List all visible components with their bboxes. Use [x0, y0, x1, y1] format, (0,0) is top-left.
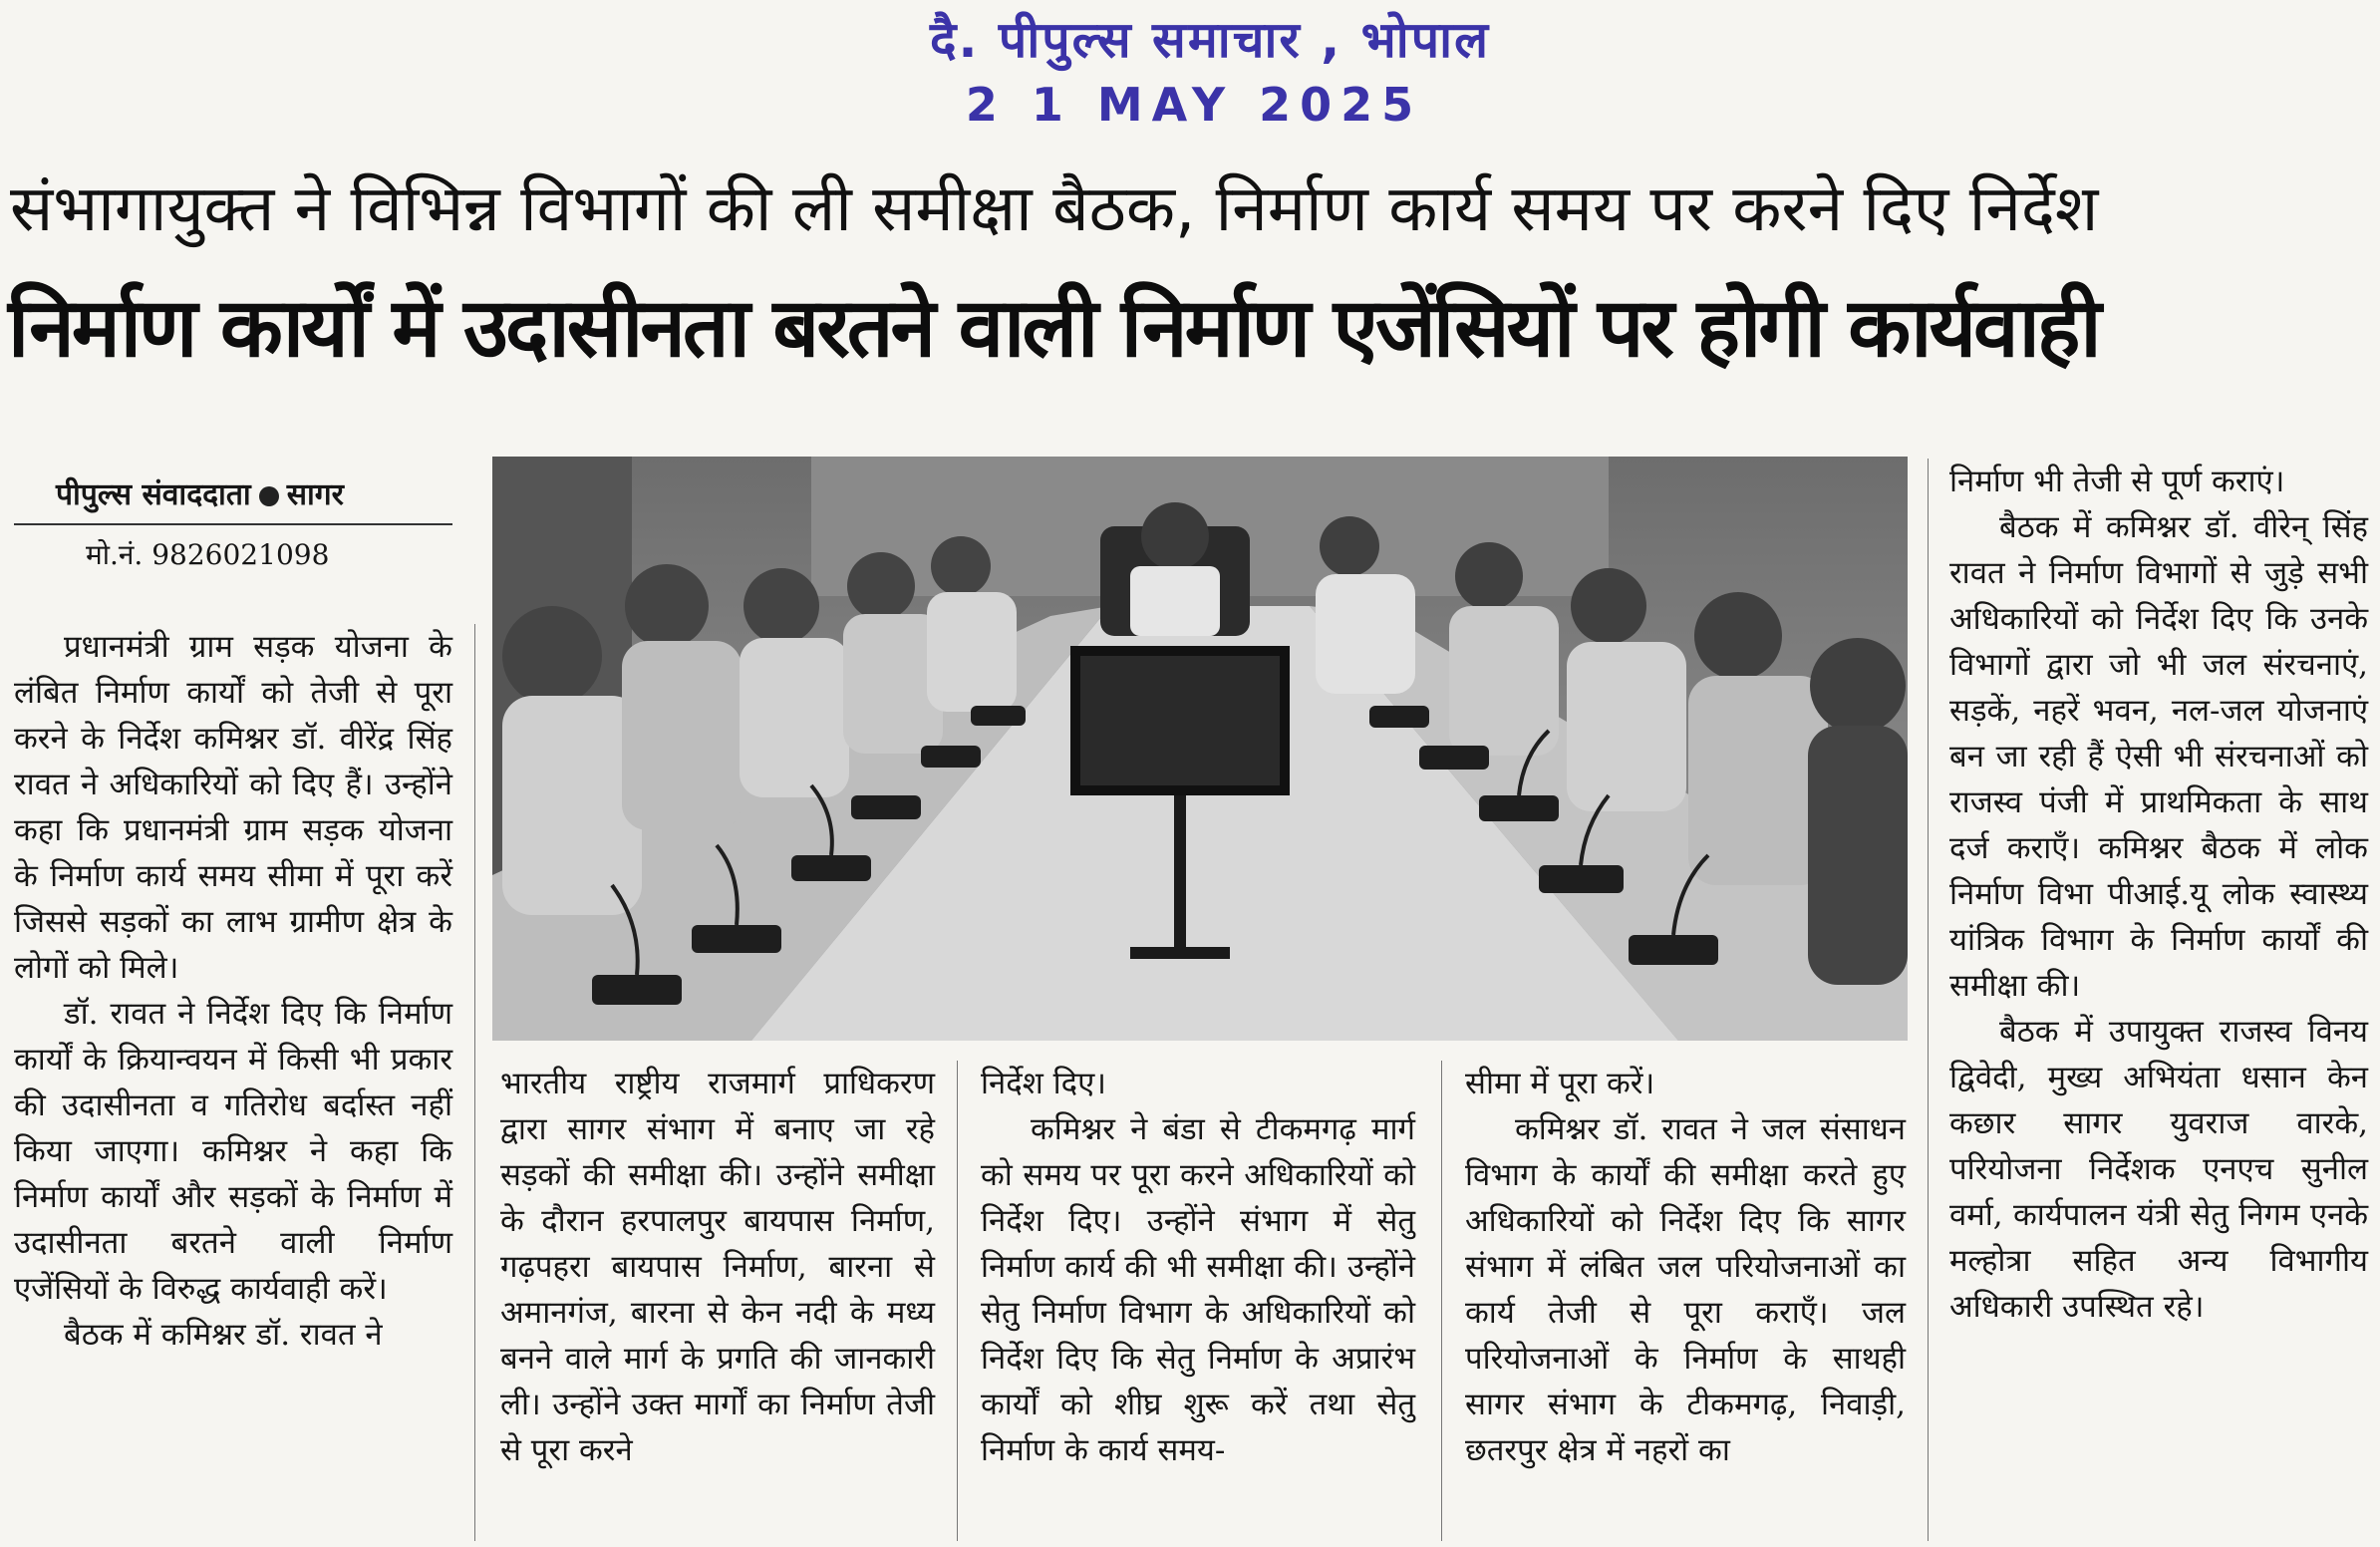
column-divider	[474, 624, 475, 1541]
article-column-2	[500, 1061, 935, 1473]
byline	[14, 472, 452, 573]
column-divider	[1928, 459, 1929, 1541]
meeting-photo-image	[492, 457, 1908, 1041]
paragraph: भारतीय राष्ट्रीय राजमार्ग प्राधिकरण द्वारा सागर संभाग में बनाए जा रहे सड़कों की समीक्षा की। उन्होंने समीक्षा के दौरान हरपालपुर बायपास निर्माण, गढ़पहरा बायपास निर्माण, बारना से अमानगंज, बारना से केन नदी के मध्य बनने वाले मार्ग के प्रगति की जानकारी ली। उन्होंने उक्त मार्गों का निर्माण तेजी से पूरा करने	[500, 1066, 935, 1468]
article-column-5	[1949, 459, 2368, 1330]
article-column-3	[981, 1061, 1415, 1473]
publication-stamp: दै. पीपुल्स समाचार , भोपाल	[929, 11, 1491, 69]
byline-reporter: पीपुल्स संवाददाता	[56, 477, 251, 512]
paragraph: बैठक में उपायुक्त राजस्व विनय द्विवेदी, मुख्य अभियंता धसान केन कछार सागर युवराज वारके, परियोजना निर्देशक एनएच सुनील वर्मा, कार्यपालन यंत्री सेतु निगम एनके मल्होत्रा सहित अन्य विभागीय अधिकारी उपस्थित रहे।	[1949, 1014, 2368, 1325]
article-headline: निर्माण कार्यों में उदासीनता बरतने वाली निर्माण एजेंसियों पर होगी कार्यवाही	[8, 281, 2099, 376]
meeting-photo	[492, 457, 1908, 1041]
paragraph: निर्देश दिए।	[981, 1066, 1107, 1101]
paragraph: प्रधानमंत्री ग्राम सड़क योजना के लंबित निर्माण कार्यों को तेजी से पूरा करने के निर्देश कमिश्नर डॉ. वीरेंद्र सिंह रावत ने अधिकारियों को दिए हैं। उन्होंने कहा कि प्रधानमंत्री ग्राम सड़क योजना के निर्माण कार्य समय सीमा में पूरा करें जिससे सड़कों का लाभ ग्रामीण क्षेत्र के लोगों को मिले।	[14, 629, 452, 986]
byline-divider	[14, 523, 452, 525]
bullet-icon	[259, 486, 279, 506]
paragraph: सीमा में पूरा करें।	[1465, 1066, 1655, 1101]
paragraph: डॉ. रावत ने निर्देश दिए कि निर्माण कार्यों के क्रियान्वयन में किसी भी प्रकार की उदासीनता व गतिरोध बर्दास्त नहीं किया जाएगा। कमिश्नर ने कहा कि निर्माण कार्यों और सड़कों के निर्माण में उदासीनता बरतने वाली निर्माण एजेंसियों के विरुद्ध कार्यवाही करें।	[14, 996, 452, 1307]
column-divider	[1441, 1061, 1442, 1541]
article-column-1	[14, 624, 452, 1358]
article-kicker: संभागायुक्त ने विभिन्न विभागों की ली समीक्षा बैठक, निर्माण कार्य समय पर करने दिए निर्देश	[10, 172, 2099, 246]
publication-date-stamp: 2 1 MAY 2025	[965, 78, 1423, 132]
paragraph: निर्माण भी तेजी से पूर्ण कराएं।	[1949, 464, 2285, 499]
paragraph: बैठक में कमिश्नर डॉ. रावत ने	[64, 1317, 383, 1353]
paragraph: बैठक में कमिश्नर डॉ. वीरेन् सिंह रावत ने निर्माण विभागों से जुड़े सभी अधिकारियों को निर्देश दिए कि उनके विभागों द्वारा जो भी जल संरचनाएं, सड़कें, नहरें भवन, नल-जल योजनाएं बन जा रही हैं ऐसी भी संरचनाओं को राजस्व पंजी में प्राथमिकता के साथ दर्ज कराएँ। कमिश्नर बैठक में लोक निर्माण विभा पीआई.यू लोक स्वास्थ्य यांत्रिक विभाग के निर्माण कार्यों की समीक्षा की।	[1949, 509, 2368, 1004]
paragraph: कमिश्नर डॉ. रावत ने जल संसाधन विभाग के कार्यों की समीक्षा करते हुए अधिकारियों को निर्देश दिए कि सागर संभाग में लंबित जल परियोजनाओं का कार्य तेजी से पूरा कराएँ। जल परियोजनाओं के निर्माण के साथही सागर संभाग के टीकमगढ़, निवाड़ी, छतरपुर क्षेत्र में नहरों का	[1465, 1111, 1906, 1468]
paragraph: कमिश्नर ने बंडा से टीकमगढ़ मार्ग को समय पर पूरा करने अधिकारियों को निर्देश दिए। उन्होंने संभाग में सेतु निर्माण कार्य की भी समीक्षा की। उन्होंने सेतु निर्माण विभाग के अधिकारियों को निर्देश दिए कि सेतु निर्माण के अप्रारंभ कार्यों को शीघ्र शुरू करें तथा सेतु निर्माण के कार्य समय-	[981, 1111, 1415, 1468]
byline-mobile: मो.नं. 9826021098	[86, 538, 330, 571]
article-column-4	[1465, 1061, 1906, 1473]
column-divider	[957, 1061, 958, 1541]
byline-line	[14, 472, 452, 513]
byline-place: सागर	[286, 477, 344, 512]
